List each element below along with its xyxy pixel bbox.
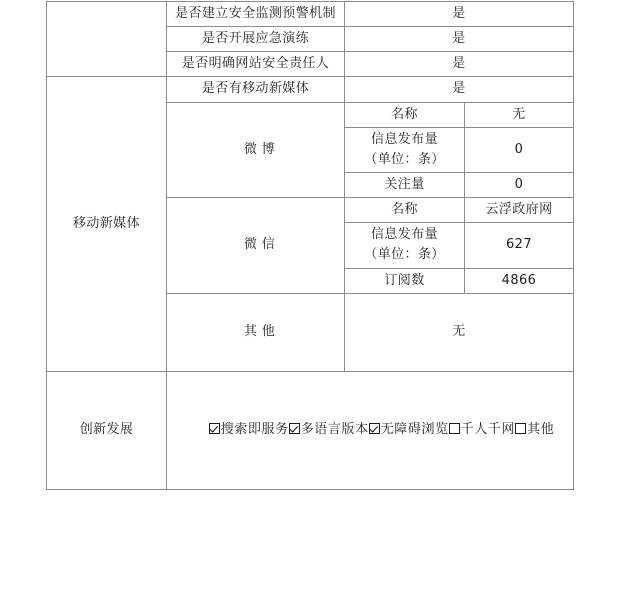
- checkbox-checked-icon[interactable]: [289, 423, 300, 434]
- weibo-metric-2-name: 关注量: [345, 172, 465, 197]
- innovation-option-1[interactable]: [289, 420, 369, 440]
- wechat-metric-0-value: 云浮政府网: [465, 198, 574, 223]
- innovation-option-2[interactable]: [369, 420, 449, 440]
- wechat-metric-1-value: 627: [465, 223, 574, 268]
- weibo-metric-0-value: 无: [465, 102, 574, 127]
- innovation-option-4-label: 其他: [527, 422, 555, 438]
- weibo-metric-1-value: 0: [465, 127, 574, 172]
- innovation-option-2-label: 无障碍浏览: [380, 422, 449, 438]
- wechat-metric-2-name: 订阅数: [345, 268, 465, 293]
- innovation-option-4[interactable]: [515, 420, 554, 440]
- innovation-option-3[interactable]: [449, 420, 515, 440]
- weibo-metric-0-name: 名称: [345, 102, 465, 127]
- innovation-section-label: 创新发展: [47, 371, 167, 489]
- innovation-option-0[interactable]: [209, 420, 289, 440]
- wechat-label: 微 信: [167, 198, 345, 294]
- mobile-media-section-label: 移动新媒体: [47, 77, 167, 371]
- checkbox-checked-icon[interactable]: [209, 423, 220, 434]
- table-row: [47, 77, 574, 102]
- website-report-table: [46, 1, 574, 490]
- wechat-metric-1-name-unit: （单位：条）: [364, 247, 445, 263]
- innovation-option-1-label: 多语言版本: [300, 422, 369, 438]
- weibo-metric-1-name-unit: （单位：条）: [364, 151, 445, 167]
- other-media-label: 其 他: [167, 293, 345, 371]
- weibo-metric-1-name-text: 信息发布量: [370, 131, 438, 147]
- innovation-option-3-label: 千人千网: [460, 422, 516, 438]
- has-mobile-media-value: 是: [345, 77, 574, 102]
- wechat-metric-0-name: 名称: [345, 198, 465, 223]
- security-row-2-value: 是: [345, 52, 574, 77]
- security-row-1-value: 是: [345, 27, 574, 52]
- checkbox-checked-icon[interactable]: [369, 423, 380, 434]
- security-section-label-cell: [47, 2, 167, 77]
- innovation-options-cell: [167, 371, 574, 489]
- security-row-2-label: 是否明确网站安全责任人: [167, 52, 345, 77]
- table-row: [47, 2, 574, 27]
- weibo-label: 微 博: [167, 102, 345, 198]
- other-media-value: 无: [345, 293, 574, 371]
- wechat-metric-1-name: [345, 223, 465, 268]
- table-row: [47, 371, 574, 489]
- checkbox-unchecked-icon[interactable]: [449, 423, 460, 434]
- security-row-1-label: 是否开展应急演练: [167, 27, 345, 52]
- wechat-metric-2-value: 4866: [465, 268, 574, 293]
- security-row-0-value: 是: [345, 2, 574, 27]
- security-row-0-label: 是否建立安全监测预警机制: [167, 2, 345, 27]
- wechat-metric-1-name-text: 信息发布量: [370, 227, 438, 243]
- weibo-metric-1-name: [345, 127, 465, 172]
- weibo-metric-2-value: 0: [465, 172, 574, 197]
- innovation-option-0-label: 搜索即服务: [220, 422, 289, 438]
- has-mobile-media-label: 是否有移动新媒体: [167, 77, 345, 102]
- checkbox-unchecked-icon[interactable]: [515, 423, 526, 434]
